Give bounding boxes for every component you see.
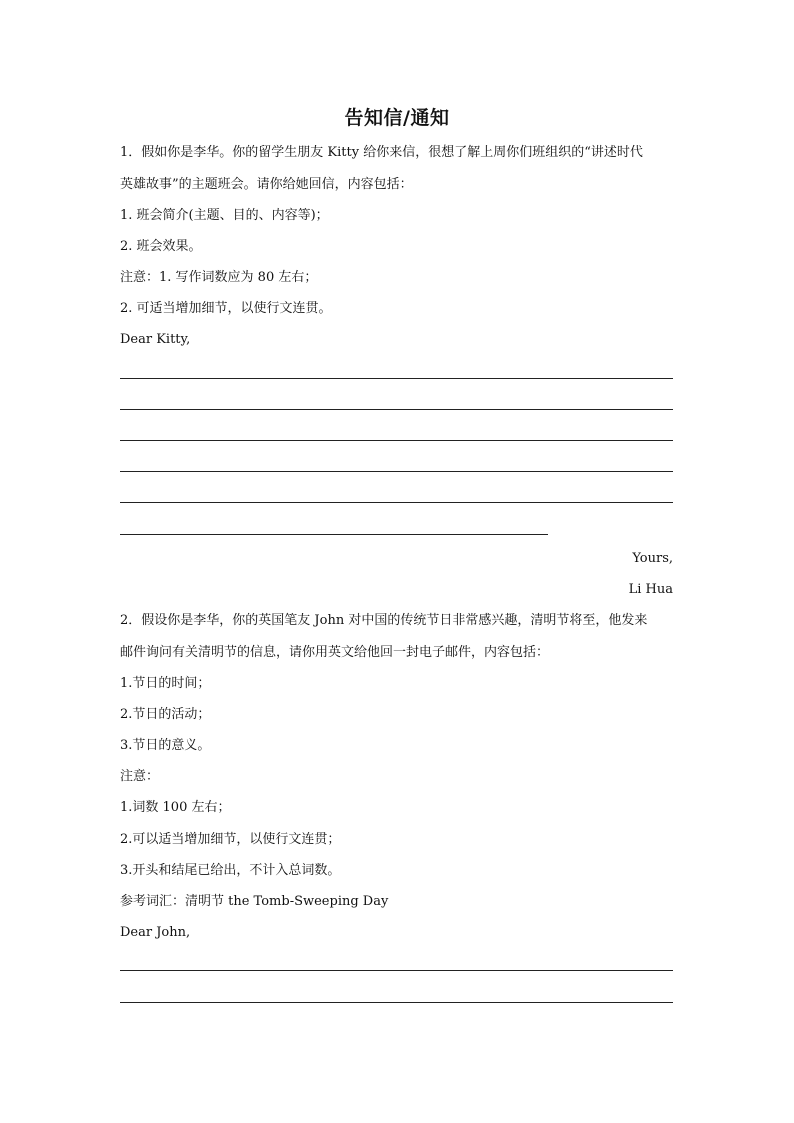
q2-writing-line bbox=[120, 970, 673, 971]
q1-prompt-line-1: 1．假如你是李华。你的留学生朋友 Kitty 给你来信，很想了解上周你们班组织的“讲述时代 bbox=[120, 145, 643, 160]
q2-note-1: 1.词数 100 左右； bbox=[120, 800, 231, 815]
q2-note-3: 3.开头和结尾已给出，不计入总词数。 bbox=[120, 863, 341, 878]
q2-prompt-line-1: 2．假设你是李华，你的英国笔友 John 对中国的传统节日非常感兴趣，清明节将至，他发来 bbox=[120, 613, 648, 628]
q1-item-1: 1. 班会简介(主题、目的、内容等)； bbox=[120, 208, 329, 223]
q2-prompt-line-2: 邮件询问有关清明节的信息，请你用英文给他回一封电子邮件，内容包括： bbox=[120, 645, 550, 660]
q2-note-2: 2.可以适当增加细节，以使行文连贯； bbox=[120, 832, 341, 847]
q2-item-1: 1.节日的时间； bbox=[120, 676, 211, 691]
q1-note-2: 2. 可适当增加细节，以使行文连贯。 bbox=[120, 301, 332, 316]
q2-item-2: 2.节日的活动； bbox=[120, 707, 211, 722]
q1-note-1: 注意：1. 写作词数应为 80 左右； bbox=[120, 270, 318, 285]
q1-writing-line-short bbox=[120, 534, 548, 535]
page-title: 告知信/通知 bbox=[344, 107, 450, 129]
q2-vocab: 参考词汇：清明节 the Tomb-Sweeping Day bbox=[120, 894, 389, 909]
q1-closing: Yours, bbox=[632, 551, 673, 566]
q1-writing-line bbox=[120, 409, 673, 410]
q2-item-3: 3.节日的意义。 bbox=[120, 738, 211, 753]
q2-note-label: 注意： bbox=[120, 769, 160, 784]
q1-writing-line bbox=[120, 440, 673, 441]
q1-greeting: Dear Kitty, bbox=[120, 332, 191, 347]
q1-writing-line bbox=[120, 471, 673, 472]
q2-greeting: Dear John, bbox=[120, 925, 191, 940]
q1-writing-line bbox=[120, 502, 673, 503]
q1-writing-line bbox=[120, 378, 673, 379]
q1-prompt-line-2: 英雄故事”的主题班会。请你给她回信，内容包括： bbox=[120, 177, 413, 192]
q1-item-2: 2. 班会效果。 bbox=[120, 239, 202, 254]
q2-writing-line bbox=[120, 1002, 673, 1003]
q1-signature: Li Hua bbox=[628, 582, 673, 597]
